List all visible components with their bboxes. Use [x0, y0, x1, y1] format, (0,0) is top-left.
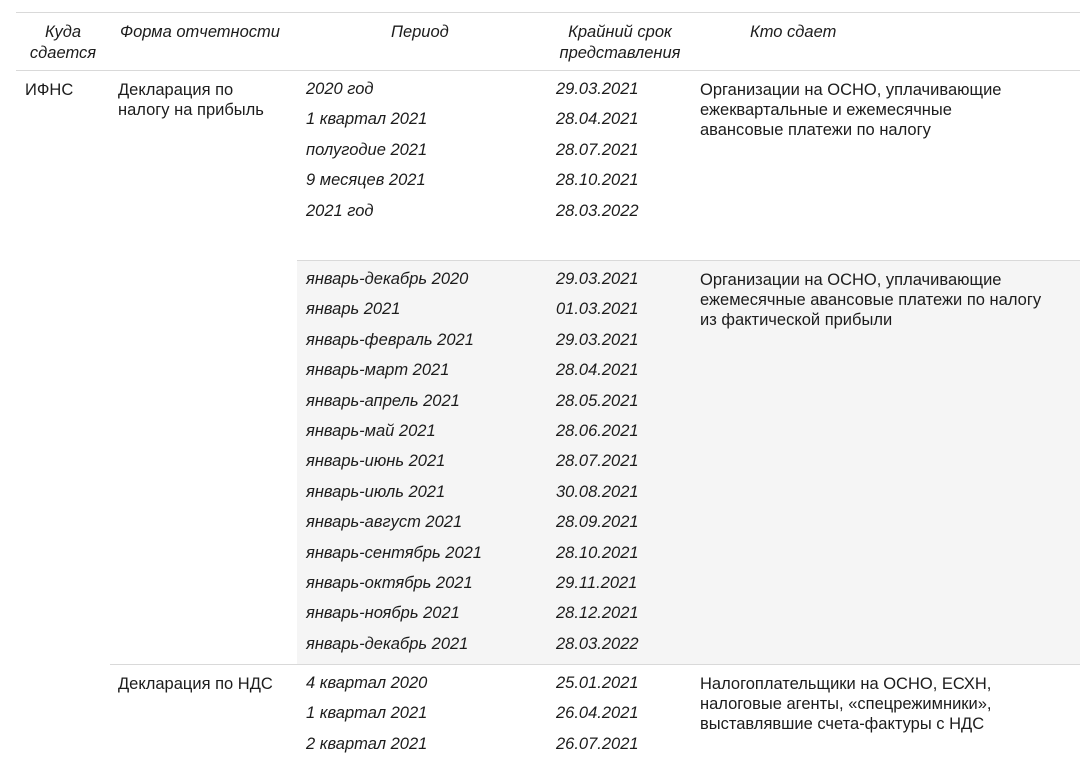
period-cell: январь-август 2021	[306, 513, 463, 531]
period-cell: 2020 год	[306, 80, 374, 98]
deadline-cell: 29.03.2021	[556, 80, 639, 98]
period-cell: январь-февраль 2021	[306, 331, 474, 349]
period-cell: январь-ноябрь 2021	[306, 604, 460, 622]
deadline-cell: 26.04.2021	[556, 704, 639, 722]
deadline-cell: 28.06.2021	[556, 422, 639, 440]
deadline-cell: 28.10.2021	[556, 171, 639, 189]
header-form: Форма отчетности	[120, 23, 280, 41]
period-cell: январь-март 2021	[306, 361, 450, 379]
deadline-cell: 28.07.2021	[556, 452, 639, 470]
deadline-cell: 28.05.2021	[556, 392, 639, 410]
period-cell: январь-апрель 2021	[306, 392, 460, 410]
header-period: Период	[391, 23, 449, 41]
deadline-cell: 29.03.2021	[556, 331, 639, 349]
group2-top-rule	[297, 260, 1080, 261]
deadline-cell: 28.03.2022	[556, 202, 639, 220]
period-cell: январь-июнь 2021	[306, 452, 446, 470]
deadline-cell: 25.01.2021	[556, 674, 639, 692]
period-cell: январь-октябрь 2021	[306, 574, 473, 592]
where-value: ИФНС	[25, 81, 74, 99]
deadline-cell: 28.04.2021	[556, 361, 639, 379]
period-cell: 4 квартал 2020	[306, 674, 428, 692]
who-group3: Налогоплательщики на ОСНО, ЕСХН, налоговые агенты, «спецрежимники», выставлявшие счета-фактуры с НДС	[700, 675, 992, 733]
header-deadline: Крайний срок представления	[559, 23, 681, 62]
period-cell: январь-сентябрь 2021	[306, 544, 482, 562]
period-cell: 1 квартал 2021	[306, 704, 428, 722]
deadline-cell: 28.12.2021	[556, 604, 639, 622]
header-rule	[16, 70, 1080, 71]
deadline-cell: 26.07.2021	[556, 735, 639, 753]
header-where: Куда сдается	[29, 23, 97, 62]
deadline-cell: 28.10.2021	[556, 544, 639, 562]
form-profit: Декларация по налогу на прибыль	[118, 81, 264, 119]
deadline-cell: 28.04.2021	[556, 110, 639, 128]
period-cell: январь-июль 2021	[306, 483, 446, 501]
deadline-cell: 29.03.2021	[556, 270, 639, 288]
period-cell: полугодие 2021	[306, 141, 428, 159]
deadline-cell: 28.07.2021	[556, 141, 639, 159]
period-cell: январь-май 2021	[306, 422, 436, 440]
group3-top-rule	[110, 664, 1080, 665]
period-cell: 1 квартал 2021	[306, 110, 428, 128]
period-cell: январь 2021	[306, 300, 401, 318]
period-cell: 2 квартал 2021	[306, 735, 428, 753]
period-cell: 2021 год	[306, 202, 374, 220]
form-vat: Декларация по НДС	[118, 675, 273, 693]
deadline-cell: 30.08.2021	[556, 483, 639, 501]
deadline-cell: 28.09.2021	[556, 513, 639, 531]
period-cell: 9 месяцев 2021	[306, 171, 426, 189]
period-cell: январь-декабрь 2020	[306, 270, 469, 288]
header-who: Кто сдает	[750, 23, 837, 41]
deadline-cell: 28.03.2022	[556, 635, 639, 653]
deadline-cell: 29.11.2021	[556, 574, 638, 592]
top-rule	[16, 12, 1080, 13]
who-group1: Организации на ОСНО, уплачивающие ежеквартальные и ежемесячные авансовые платежи по налогу	[700, 81, 1002, 139]
who-group2: Организации на ОСНО, уплачивающие ежемесячные авансовые платежи по налогу из фактической прибыли	[700, 271, 1042, 329]
period-cell: январь-декабрь 2021	[306, 635, 469, 653]
deadline-cell: 01.03.2021	[556, 300, 639, 318]
